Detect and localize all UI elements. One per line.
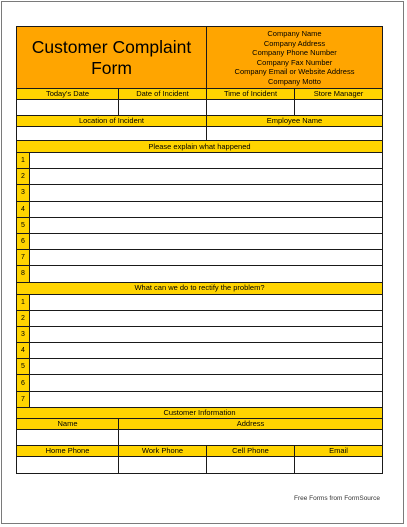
- explain-line-field[interactable]: [30, 218, 382, 233]
- date-of-incident-field[interactable]: [119, 100, 207, 115]
- rectify-line: [17, 359, 382, 375]
- rectify-line: [17, 311, 382, 327]
- rectify-section-title: What can we do to rectify the problem?: [17, 283, 382, 294]
- customer-info-title: Customer Information: [17, 408, 382, 418]
- customer-name-address-fields: [17, 430, 382, 446]
- employee-name-label: Employee Name: [207, 116, 382, 126]
- explain-line-field[interactable]: [30, 202, 382, 217]
- store-manager-field[interactable]: [295, 100, 382, 115]
- line-number: 7: [17, 250, 30, 265]
- rectify-line: [17, 295, 382, 311]
- rectify-line-field[interactable]: [30, 392, 382, 407]
- line-number: 4: [17, 343, 30, 358]
- footer-note: Free Forms from FormSource: [294, 495, 380, 502]
- line-number: 7: [17, 392, 30, 407]
- customer-name-field[interactable]: [17, 430, 119, 445]
- form-page: [1, 1, 404, 524]
- company-fax: Company Fax Number: [256, 57, 333, 67]
- complaint-form: [16, 26, 383, 474]
- explain-line: [17, 185, 382, 201]
- customer-contact-labels: [17, 446, 382, 457]
- rectify-line: [17, 392, 382, 408]
- form-header: [17, 27, 382, 89]
- company-email: Company Email or Website Address: [234, 67, 355, 76]
- email-label: Email: [295, 446, 382, 456]
- explain-line-field[interactable]: [30, 169, 382, 184]
- explain-line: [17, 169, 382, 185]
- explain-line: [17, 218, 382, 234]
- rectify-line: [17, 343, 382, 359]
- line-number: 6: [17, 234, 30, 249]
- customer-address-label: Address: [119, 419, 382, 429]
- location-of-incident-label: Location of Incident: [17, 116, 207, 126]
- customer-info-header: [17, 408, 382, 419]
- location-of-incident-field[interactable]: [17, 127, 207, 140]
- rectify-section-header: [17, 283, 382, 295]
- line-number: 3: [17, 327, 30, 342]
- cell-phone-field[interactable]: [207, 457, 295, 473]
- form-title: [17, 27, 207, 88]
- company-address: Company Address: [263, 38, 326, 48]
- explain-line: [17, 266, 382, 282]
- explain-line: [17, 153, 382, 169]
- line-number: 6: [17, 375, 30, 390]
- home-phone-label: Home Phone: [17, 446, 119, 456]
- line-number: 4: [17, 202, 30, 217]
- form-title-line-1: Customer Complaint: [31, 36, 192, 57]
- store-manager-label: Store Manager: [295, 89, 382, 99]
- employee-name-field[interactable]: [207, 127, 382, 140]
- time-of-incident-label: Time of Incident: [207, 89, 295, 99]
- todays-date-field[interactable]: [17, 100, 119, 115]
- explain-section-header: [17, 141, 382, 153]
- explain-line-field[interactable]: [30, 250, 382, 265]
- company-motto: Company Motto: [268, 76, 321, 86]
- line-number: 8: [17, 266, 30, 281]
- explain-section-title: Please explain what happened: [17, 141, 382, 152]
- explain-line: [17, 202, 382, 218]
- form-title-line-2: Form: [91, 57, 132, 78]
- customer-name-label: Name: [17, 419, 119, 429]
- company-phone: Company Phone Number: [252, 48, 337, 57]
- explain-line-field[interactable]: [30, 234, 382, 249]
- line-number: 2: [17, 311, 30, 326]
- explain-line-field[interactable]: [30, 153, 382, 168]
- date-of-incident-label: Date of Incident: [119, 89, 207, 99]
- customer-name-address-labels: [17, 419, 382, 430]
- home-phone-field[interactable]: [17, 457, 119, 473]
- customer-address-field[interactable]: [119, 430, 382, 445]
- explain-line: [17, 250, 382, 266]
- incident-labels-row: [17, 89, 382, 100]
- email-field[interactable]: [295, 457, 382, 473]
- line-number: 3: [17, 185, 30, 200]
- company-info: [207, 27, 382, 88]
- todays-date-label: Today's Date: [17, 89, 119, 99]
- work-phone-field[interactable]: [119, 457, 207, 473]
- work-phone-label: Work Phone: [119, 446, 207, 456]
- line-number: 2: [17, 169, 30, 184]
- explain-line-field[interactable]: [30, 185, 382, 200]
- cell-phone-label: Cell Phone: [207, 446, 295, 456]
- rectify-line: [17, 375, 382, 391]
- explain-line-field[interactable]: [30, 266, 382, 281]
- company-name: Company Name: [267, 29, 322, 38]
- line-number: 1: [17, 295, 30, 310]
- rectify-line-field[interactable]: [30, 295, 382, 310]
- rectify-line-field[interactable]: [30, 311, 382, 326]
- rectify-line-field[interactable]: [30, 343, 382, 358]
- incident-fields-row: [17, 100, 382, 116]
- rectify-line: [17, 327, 382, 343]
- location-fields-row: [17, 127, 382, 141]
- rectify-line-field[interactable]: [30, 375, 382, 390]
- line-number: 5: [17, 218, 30, 233]
- explain-line: [17, 234, 382, 250]
- rectify-line-field[interactable]: [30, 359, 382, 374]
- time-of-incident-field[interactable]: [207, 100, 295, 115]
- rectify-line-field[interactable]: [30, 327, 382, 342]
- location-labels-row: [17, 116, 382, 127]
- line-number: 1: [17, 153, 30, 168]
- customer-contact-fields: [17, 457, 382, 473]
- line-number: 5: [17, 359, 30, 374]
